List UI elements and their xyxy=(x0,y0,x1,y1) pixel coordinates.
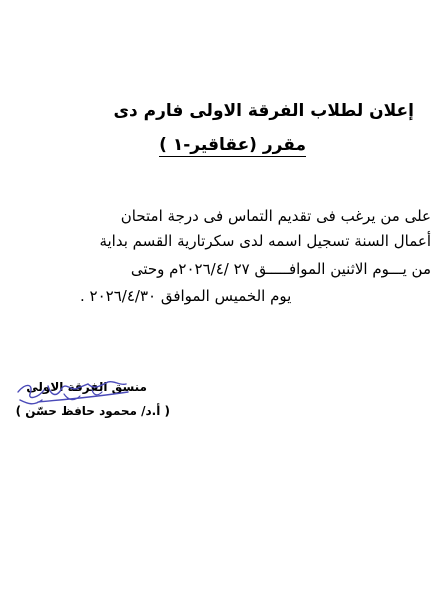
course-title xyxy=(159,135,306,155)
body-line-2: أعمال السنة تسجيل اسمه لدى سكرتارية القسم بداية xyxy=(99,232,431,250)
body-line-1: على من يرغب فى تقديم التماس فى درجة امتحان xyxy=(120,207,431,225)
body-line-4: يوم الخميس الموافق ٢٠٢٦/٤/٣٠ . xyxy=(80,287,292,305)
coordinator-name: ( أ.د/ محمود حافظ حسّن ) xyxy=(15,404,170,418)
coordinator-role: منسق الفرقة الاولى xyxy=(26,380,147,394)
body-line-3: من يـــوم الاثنين الموافـــــق ٢٧ /٢٠٢٦/٤م وحتى xyxy=(130,260,431,278)
course-title-text: مقرر (عقاقير-١ ) xyxy=(159,135,306,155)
announcement-title: إعلان لطلاب الفرقة الاولى فارم دى xyxy=(113,101,414,121)
